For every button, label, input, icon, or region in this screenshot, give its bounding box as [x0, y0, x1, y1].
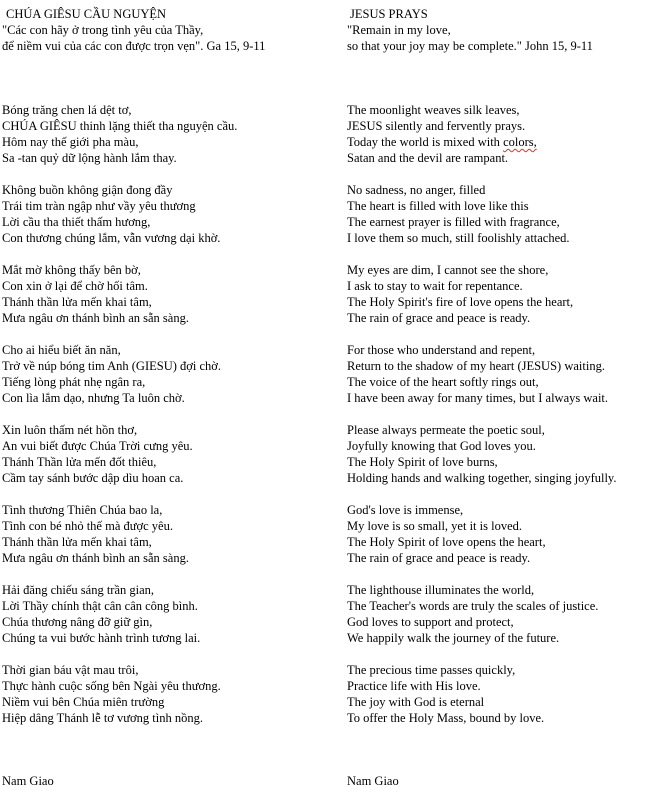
english-poem-column — [347, 6, 652, 742]
english-poem-line: The Holy Spirit of love opens the heart, — [347, 535, 546, 549]
vietnamese-poem-line: Con xin ở lại để chờ hối tâm. — [2, 279, 148, 293]
vietnamese-poem-line: Chúng ta vui bước hành trình tương lai. — [2, 631, 201, 645]
english-stanza — [347, 582, 652, 646]
vietnamese-poem-line: Tiếng lòng phát nhẹ ngân ra, — [2, 375, 146, 389]
vietnamese-poem-line: Không buồn không giận đong đầy — [2, 183, 173, 197]
english-poem-line: My eyes are dim, I cannot see the shore, — [347, 263, 549, 277]
english-stanza — [347, 102, 652, 166]
english-poem-line: We happily walk the journey of the future. — [347, 631, 560, 645]
vietnamese-title: CHÚA GIÊSU CẦU NGUYỆN — [6, 7, 167, 21]
english-poem-line: The earnest prayer is filled with fragrance, — [347, 215, 560, 229]
vietnamese-poem-line: Con lìa lắm dạo, nhưng Ta luôn chờ. — [2, 391, 185, 405]
vietnamese-poem-line: Hôm nay thế giới pha màu, — [2, 135, 139, 149]
english-poem-line: The rain of grace and peace is ready. — [347, 311, 531, 325]
english-stanza — [347, 662, 652, 726]
english-poem-line: The lighthouse illuminates the world, — [347, 583, 535, 597]
vietnamese-stanza — [2, 342, 337, 406]
vietnamese-stanza — [2, 182, 337, 246]
vietnamese-poem-line: Cầm tay sánh bước dập dìu hoan ca. — [2, 471, 184, 485]
english-poem-line: The rain of grace and peace is ready. — [347, 551, 531, 565]
vietnamese-header — [2, 6, 337, 54]
english-poem-line: No sadness, no anger, filled — [347, 183, 486, 197]
vietnamese-author-signature: Nam Giao — [2, 774, 54, 788]
vietnamese-stanza — [2, 262, 337, 326]
vietnamese-poem-line: Hải đăng chiếu sáng trần gian, — [2, 583, 155, 597]
vietnamese-poem-line: Thời gian báu vật mau trôi, — [2, 663, 139, 677]
vietnamese-poem-line: Tình con bé nhỏ thế mà được yêu. — [2, 519, 173, 533]
english-poem-line: Holding hands and walking together, singing joyfully. — [347, 471, 617, 485]
vietnamese-stanza — [2, 102, 337, 166]
english-poem-line: The joy with God is eternal — [347, 695, 485, 709]
english-poem-line: The Teacher's words are truly the scales of justice. — [347, 599, 599, 613]
english-author-signature: Nam Giao — [347, 774, 399, 788]
vietnamese-poem-line: Tình thương Thiên Chúa bao la, — [2, 503, 163, 517]
vietnamese-poem-line: Thánh thần lửa mến khai tâm, — [2, 295, 152, 309]
english-poem-line: Today the world is mixed with colors, — [347, 135, 537, 149]
vietnamese-stanza — [2, 582, 337, 646]
english-poem-line: The heart is filled with love like this — [347, 199, 529, 213]
english-stanza — [347, 502, 652, 566]
vietnamese-epigraph-line: để niềm vui của các con được trọn vẹn". Ga 15, 9-11 — [2, 39, 266, 53]
english-stanza — [347, 262, 652, 326]
english-poem-line: The voice of the heart softly rings out, — [347, 375, 539, 389]
english-poem-line: I ask to stay to wait for repentance. — [347, 279, 523, 293]
english-epigraph-line: so that your joy may be complete." John 15, 9-11 — [347, 39, 593, 53]
vietnamese-poem-line: CHÚA GIÊSU thinh lặng thiết tha nguyện cầu. — [2, 119, 238, 133]
english-poem-line: My love is so small, yet it is loved. — [347, 519, 522, 533]
english-poem-line: Practice life with His love. — [347, 679, 481, 693]
english-stanzas — [347, 102, 652, 726]
english-poem-line: God loves to support and protect, — [347, 615, 514, 629]
english-header — [347, 6, 652, 54]
vietnamese-epigraph-line: "Các con hãy ở trong tình yêu của Thầy, — [2, 23, 204, 37]
english-poem-line: For those who understand and repent, — [347, 343, 536, 357]
english-poem-line: The Holy Spirit's fire of love opens the heart, — [347, 295, 574, 309]
vietnamese-poem-line: Thánh Thần lửa mến đốt thiêu, — [2, 455, 157, 469]
english-poem-line: The precious time passes quickly, — [347, 663, 516, 677]
english-stanza — [347, 342, 652, 406]
vietnamese-poem-line: Lời Thầy chính thật cân cân công bình. — [2, 599, 198, 613]
english-poem-line: Joyfully knowing that God loves you. — [347, 439, 536, 453]
vietnamese-poem-line: An vui biết được Chúa Trời cưng yêu. — [2, 439, 193, 453]
english-poem-line: I love them so much, still foolishly attached. — [347, 231, 570, 245]
spellcheck-underline: colors, — [503, 135, 537, 149]
vietnamese-stanzas — [2, 102, 337, 726]
english-poem-line: The Holy Spirit of love burns, — [347, 455, 498, 469]
vietnamese-poem-line: Thực hành cuộc sống bên Ngài yêu thương. — [2, 679, 221, 693]
vietnamese-stanza — [2, 422, 337, 486]
vietnamese-poem-column — [2, 6, 337, 742]
vietnamese-poem-line: Chúa thương nâng đỡ giữ gìn, — [2, 615, 153, 629]
vietnamese-poem-line: Lời cầu tha thiết thấm hương, — [2, 215, 151, 229]
english-epigraph-line: "Remain in my love, — [347, 23, 451, 37]
vietnamese-poem-line: Mưa ngâu ơn thánh bình an sẵn sàng. — [2, 551, 189, 565]
english-poem-line: Satan and the devil are rampant. — [347, 151, 509, 165]
vietnamese-poem-line: Mắt mờ không thấy bên bờ, — [2, 263, 141, 277]
vietnamese-poem-line: Bóng trăng chen lá dệt tơ, — [2, 103, 132, 117]
english-poem-line: God's love is immense, — [347, 503, 464, 517]
english-poem-line: To offer the Holy Mass, bound by love. — [347, 711, 545, 725]
vietnamese-poem-line: Con thương chúng lắm, vẫn vương dại khờ. — [2, 231, 221, 245]
english-poem-line: JESUS silently and fervently prays. — [347, 119, 526, 133]
vietnamese-stanza — [2, 502, 337, 566]
vietnamese-poem-line: Niềm vui bên Chúa miên trường — [2, 695, 165, 709]
english-stanza — [347, 182, 652, 246]
english-title: JESUS PRAYS — [350, 7, 428, 21]
vietnamese-stanza — [2, 662, 337, 726]
vietnamese-poem-line: Trái tim tràn ngập như vầy yêu thương — [2, 199, 196, 213]
vietnamese-poem-line: Thánh thần lửa mến khai tâm, — [2, 535, 152, 549]
english-poem-line: Return to the shadow of my heart (JESUS) waiting. — [347, 359, 605, 373]
english-poem-line: I have been away for many times, but I always wait. — [347, 391, 609, 405]
vietnamese-poem-line: Mưa ngâu ơn thánh bình an sẵn sàng. — [2, 311, 189, 325]
vietnamese-poem-line: Cho ai hiểu biết ăn năn, — [2, 343, 121, 357]
vietnamese-poem-line: Xin luôn thấm nét hồn thơ, — [2, 423, 138, 437]
english-poem-line: The moonlight weaves silk leaves, — [347, 103, 520, 117]
vietnamese-poem-line: Hiệp dâng Thánh lễ tơ vương tình nồng. — [2, 711, 203, 725]
english-stanza — [347, 422, 652, 486]
vietnamese-poem-line: Sa -tan quỷ dữ lộng hành lắm thay. — [2, 151, 177, 165]
english-poem-line: Please always permeate the poetic soul, — [347, 423, 545, 437]
vietnamese-poem-line: Trở về núp bóng tim Anh (GIESU) đợi chờ. — [2, 359, 222, 373]
